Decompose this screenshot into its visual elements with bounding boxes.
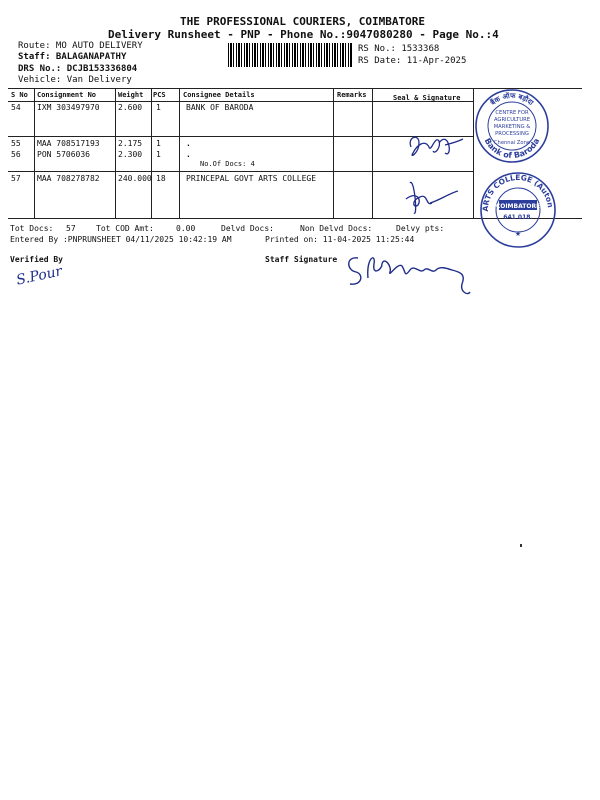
col-divider-5 <box>333 88 334 218</box>
row-57-pcs: 18 <box>156 174 166 183</box>
header-seal: Seal & Signature <box>393 94 461 102</box>
col-divider-6 <box>372 88 373 218</box>
header-sno: S No <box>11 91 28 99</box>
drs-number: DRS No.: DCJB153336804 <box>18 64 138 74</box>
stray-mark <box>520 544 522 547</box>
col-divider-2 <box>115 88 116 218</box>
row-56-consignment: PON 5706036 <box>37 150 90 159</box>
bank-stamp-line4: PROCESSING <box>495 131 529 137</box>
tot-docs-value: 57 <box>66 224 76 233</box>
verified-by-label: Verified By <box>10 255 63 264</box>
bank-stamp-line2: AGRICULTURE <box>493 117 531 123</box>
printed-on: Printed on: 11-04-2025 11:25:44 <box>265 235 415 244</box>
row-55-consignment: MAA 708517193 <box>37 139 100 148</box>
row-56-consignee: . <box>186 150 191 159</box>
delvd-docs-label: Delvd Docs: <box>221 224 274 233</box>
row-54-weight: 2.600 <box>118 103 143 112</box>
no-of-docs: No.Of Docs: 4 <box>200 160 255 168</box>
row-55-weight: 2.175 <box>118 139 143 148</box>
row-54-pcs: 1 <box>156 103 161 112</box>
bank-stamp-bottom: Bank of Baroda <box>482 136 542 161</box>
row-57-sno: 57 <box>11 174 21 183</box>
bank-stamp <box>472 88 552 164</box>
bank-stamp-zone: Chennai Zone <box>493 140 531 146</box>
header-remarks: Remarks <box>337 91 367 99</box>
header-weight: Weight <box>118 91 144 99</box>
row-56-pcs: 1 <box>156 150 161 159</box>
college-stamp-pin: 641 018. <box>503 214 533 221</box>
header-consignment: Consignment No <box>37 91 97 99</box>
row-54-sno: 54 <box>11 103 21 112</box>
bank-stamp-line3: MARKETING & <box>493 124 531 130</box>
consignee-signature-2 <box>400 173 460 223</box>
company-title: THE PROFESSIONAL COURIERS, COIMBATORE <box>180 15 426 28</box>
consignee-signature-1 <box>405 125 465 165</box>
col-divider-1 <box>34 88 35 218</box>
cod-amt-value: 0.00 <box>176 224 196 233</box>
row-54-consignment: IXM 303497970 <box>37 103 100 112</box>
staff-signature-label: Staff Signature <box>265 255 338 264</box>
college-stamp-star: ★ <box>514 230 522 238</box>
staff-signature-scribble <box>342 248 482 298</box>
row-56-sno: 56 <box>11 150 21 159</box>
bank-stamp-line1: CENTRE FOR <box>495 110 529 116</box>
rs-number: RS No.: 1533368 <box>358 44 440 54</box>
runsheet-title: Delivery Runsheet - PNP - Phone No.:9047080280 - Page No.:4 <box>108 28 499 41</box>
header-pcs: PCS <box>153 91 166 99</box>
entered-by: Entered By :PNPRUNSHEET 04/11/2025 10:42:19 AM <box>10 235 232 244</box>
col-divider-4 <box>179 88 180 218</box>
college-stamp-city: COIMBATORE <box>495 203 541 210</box>
vehicle-label: Vehicle: Van Delivery <box>18 75 132 85</box>
staff-label: Staff: BALAGANAPATHY <box>18 52 127 62</box>
row-57-consignee: PRINCEPAL GOVT ARTS COLLEGE <box>186 174 317 183</box>
route-label: Route: MO AUTO DELIVERY <box>18 41 143 51</box>
row-separator-2 <box>8 136 473 137</box>
row-55-sno: 55 <box>11 139 21 148</box>
row-57-consignment: MAA 708278782 <box>37 174 100 183</box>
row-54-consignee: BANK OF BARODA <box>186 103 254 112</box>
row-57-weight: 240.000 <box>118 174 152 183</box>
row-56-weight: 2.300 <box>118 150 143 159</box>
bank-stamp-top: बैंक ऑफ बड़ौदा <box>489 91 535 108</box>
college-stamp <box>474 163 558 250</box>
college-stamp-ring: GOVT. ARTS COLLEGE (Autonomous) <box>474 163 555 212</box>
barcode <box>228 43 352 67</box>
header-consignee: Consignee Details <box>183 91 255 99</box>
tot-docs-label: Tot Docs: <box>10 224 54 233</box>
cod-amt-label: Tot COD Amt: <box>96 224 154 233</box>
row-separator-3 <box>8 171 473 172</box>
verified-signature: S.Pour <box>14 263 64 289</box>
col-divider-3 <box>151 88 152 218</box>
rs-date: RS Date: 11-Apr-2025 <box>358 56 467 66</box>
non-delvd-docs-label: Non Delvd Docs: <box>300 224 373 233</box>
delvy-pts-label: Delvy pts: <box>396 224 445 233</box>
row-55-consignee: . <box>186 139 191 148</box>
row-55-pcs: 1 <box>156 139 161 148</box>
